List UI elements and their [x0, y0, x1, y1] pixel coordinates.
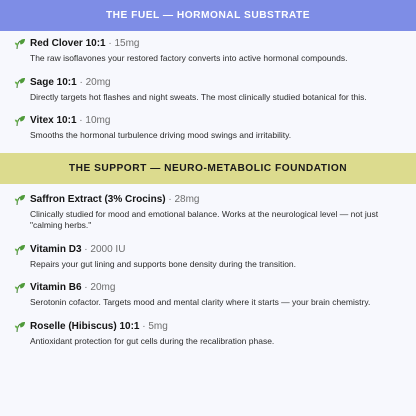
ingredient-dose: · 28mg — [165, 193, 200, 205]
ingredient-name: Red Clover 10:1 — [30, 38, 106, 49]
section-header-support — [0, 153, 416, 184]
herb-leaf-icon — [14, 38, 26, 50]
ingredient-dose: · 15mg — [105, 38, 140, 49]
ingredient-dose: · 2000 IU — [81, 243, 126, 255]
ingredient-name: Sage 10:1 — [30, 76, 77, 88]
ingredient-description: Antioxidant protection for gut cells during the recalibration phase. — [30, 335, 275, 346]
ingredient-item — [14, 320, 400, 348]
ingredient-name: Vitex 10:1 — [30, 115, 77, 126]
ingredient-dose: · 20mg — [76, 76, 111, 88]
ingredient-name: Vitamin B6 — [30, 282, 82, 293]
ingredient-dose: · 10mg — [76, 115, 111, 126]
herb-leaf-icon — [14, 321, 26, 333]
ingredient-description: The raw isoflavones your restored factory converts into active hormonal compounds. — [30, 53, 348, 63]
ingredient-dose: · 5mg — [139, 320, 168, 332]
herb-leaf-icon — [14, 282, 26, 294]
ingredient-item — [14, 243, 400, 271]
ingredient-item — [14, 76, 400, 104]
ingredient-item — [14, 281, 400, 309]
ingredient-description: Smooths the hormonal turbulence driving mood swings and irritability. — [30, 130, 292, 140]
herb-leaf-icon — [14, 77, 26, 89]
section-header-fuel — [0, 0, 416, 31]
ingredient-name: Saffron Extract (3% Crocins) — [30, 193, 166, 205]
ingredient-description: Repairs your gut lining and supports bone density during the transition. — [30, 258, 297, 269]
ingredient-item — [14, 114, 400, 142]
ingredient-list-support — [0, 184, 416, 348]
ingredient-item — [14, 37, 400, 65]
ingredient-description: Directly targets hot flashes and night sweats. The most clinically studied botanical for this. — [30, 91, 367, 102]
ingredient-name: Roselle (Hibiscus) 10:1 — [30, 320, 140, 332]
ingredient-dose: · 20mg — [81, 282, 116, 293]
herb-leaf-icon — [14, 194, 26, 206]
section-title-fuel: THE FUEL — HORMONAL SUBSTRATE — [105, 10, 311, 21]
section-title-support: THE SUPPORT — NEURO-METABOLIC FOUNDATION — [68, 162, 348, 174]
herb-leaf-icon — [14, 244, 26, 256]
ingredient-description: Clinically studied for mood and emotional balance. Works at the neurological level — not just "calming herbs." — [30, 208, 379, 230]
ingredient-name: Vitamin D3 — [30, 243, 82, 255]
ingredient-list-fuel — [0, 31, 416, 142]
ingredient-item — [14, 193, 400, 232]
herb-leaf-icon — [14, 115, 26, 127]
ingredient-description: Serotonin cofactor. Targets mood and mental clarity where it starts — your brain chemistry. — [30, 297, 371, 307]
